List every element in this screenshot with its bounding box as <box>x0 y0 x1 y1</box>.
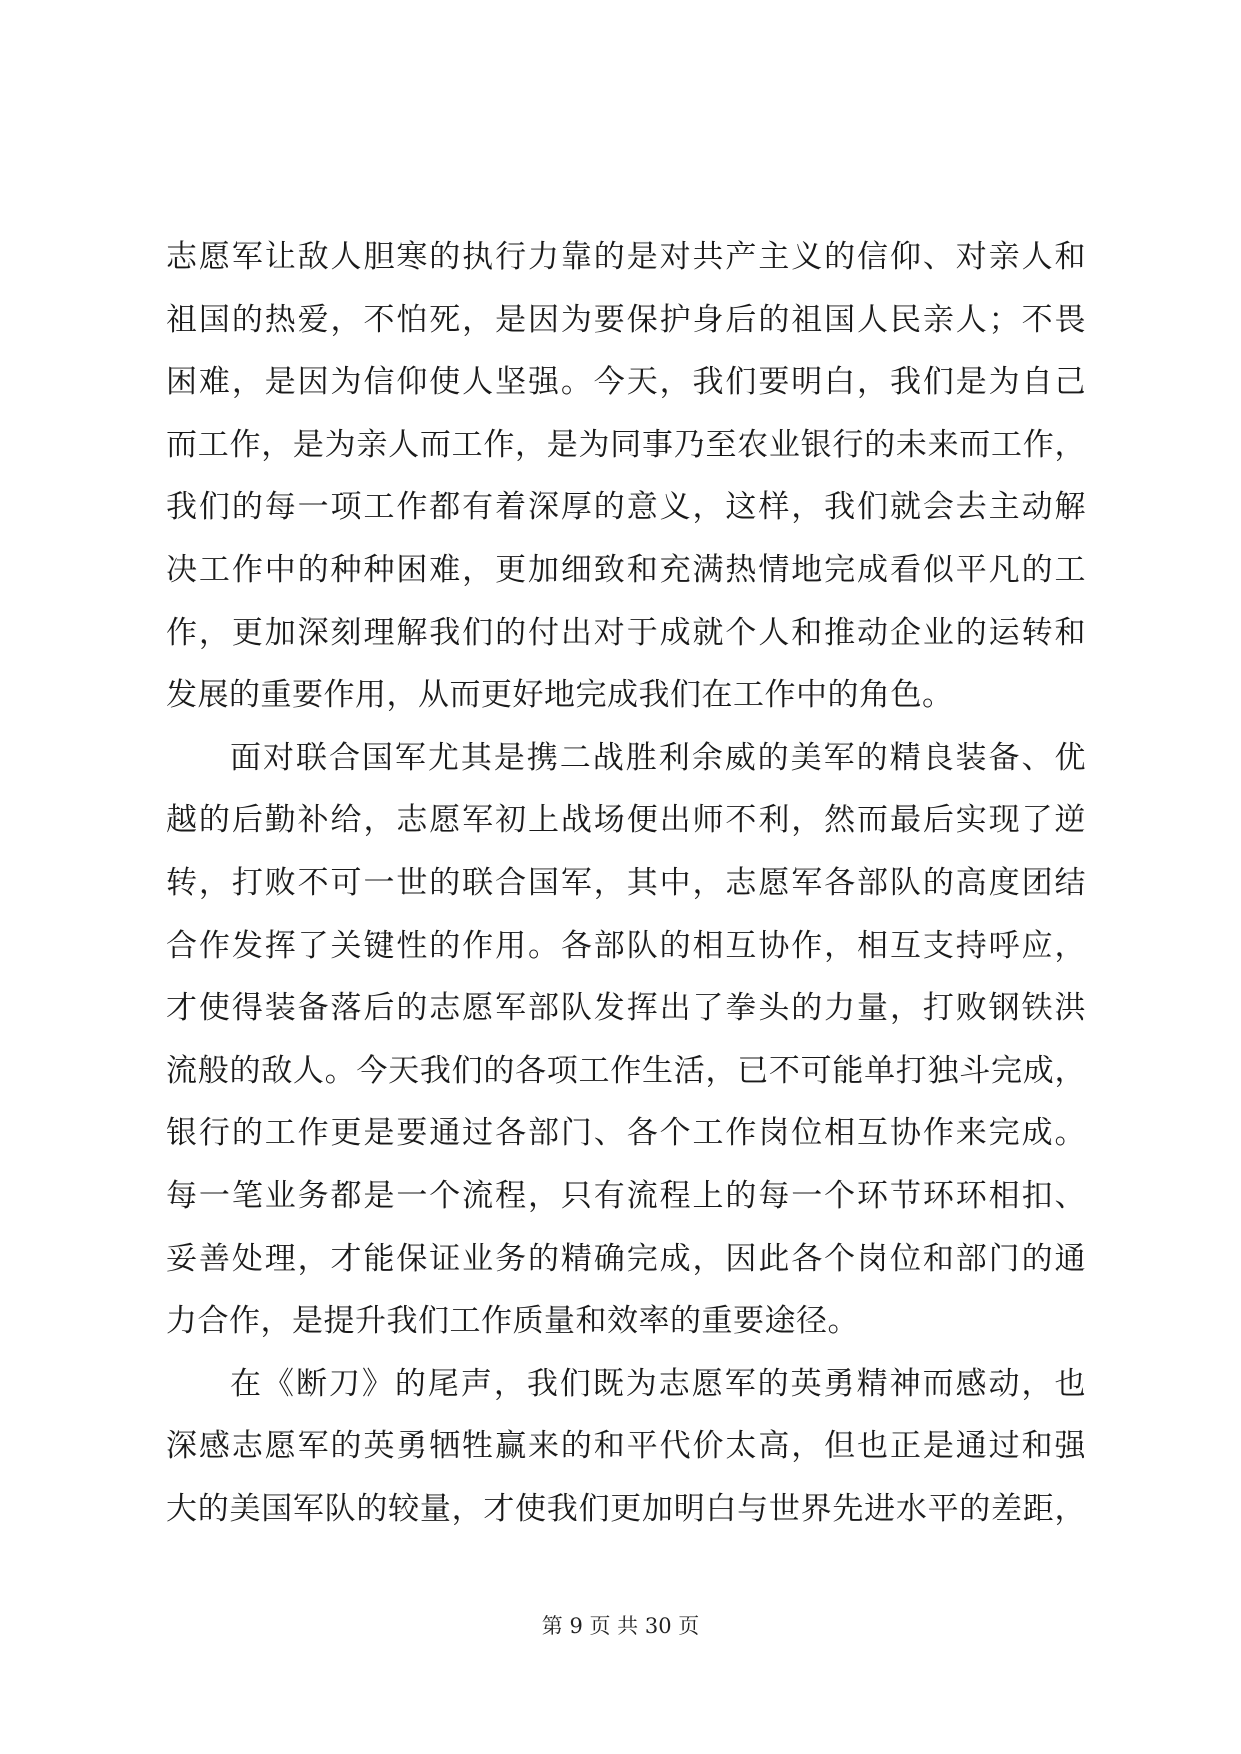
text-line: 志愿军让敌人胆寒的执行力靠的是对共产主义的信仰、对亲人和 <box>166 239 1086 275</box>
text-line: 祖国的热爱，不怕死，是因为要保护身后的祖国人民亲人；不畏 <box>166 301 1086 338</box>
text-line: 妥善处理，才能保证业务的精确完成，因此各个岗位和部门的通 <box>166 1240 1086 1277</box>
text-line: 困难，是因为信仰使人坚强。今天，我们要明白，我们是为自己 <box>166 364 1086 401</box>
text-line: 转，打败不可一世的联合国军，其中，志愿军各部队的高度团结 <box>166 864 1086 901</box>
page-number-label: 第 9 页 共 30 页 <box>541 1614 700 1638</box>
text-line: 面对联合国军尤其是携二战胜利余威的美军的精良装备、优 <box>230 739 1086 776</box>
document-body <box>166 226 1086 1540</box>
text-line: 决工作中的种种困难，更加细致和充满热情地完成看似平凡的工 <box>166 551 1086 588</box>
text-line: 作，更加深刻理解我们的付出对于成就个人和推动企业的运转和 <box>166 614 1086 651</box>
text-line: 流般的敌人。今天我们的各项工作生活，已不可能单打独斗完成， <box>166 1052 1086 1089</box>
text-line: 合作发挥了关键性的作用。各部队的相互协作，相互支持呼应， <box>166 927 1086 964</box>
text-line: 才使得装备落后的志愿军部队发挥出了拳头的力量，打败钢铁洪 <box>166 990 1086 1027</box>
text-line: 在《断刀》的尾声，我们既为志愿军的英勇精神而感动，也 <box>230 1365 1086 1402</box>
paragraph-2 <box>166 727 1086 1353</box>
text-line: 而工作，是为亲人而工作，是为同事乃至农业银行的未来而工作， <box>166 426 1086 463</box>
text-line: 银行的工作更是要通过各部门、各个工作岗位相互协作来完成。 <box>166 1115 1086 1152</box>
page-footer <box>0 1611 1241 1641</box>
text-line: 大的美国军队的较量，才使我们更加明白与世界先进水平的差距， <box>166 1490 1086 1527</box>
text-line: 越的后勤补给，志愿军初上战场便出师不利，然而最后实现了逆 <box>166 802 1086 839</box>
text-line: 发展的重要作用，从而更好地完成我们在工作中的角色。 <box>166 677 954 714</box>
paragraph-1 <box>166 226 1086 727</box>
text-line: 力合作，是提升我们工作质量和效率的重要途径。 <box>166 1303 859 1340</box>
paragraph-3 <box>166 1353 1086 1541</box>
text-line: 我们的每一项工作都有着深厚的意义，这样，我们就会去主动解 <box>166 489 1086 526</box>
text-line: 每一笔业务都是一个流程，只有流程上的每一个环节环环相扣、 <box>166 1177 1086 1214</box>
text-line: 深感志愿军的英勇牺牲赢来的和平代价太高，但也正是通过和强 <box>166 1428 1086 1465</box>
